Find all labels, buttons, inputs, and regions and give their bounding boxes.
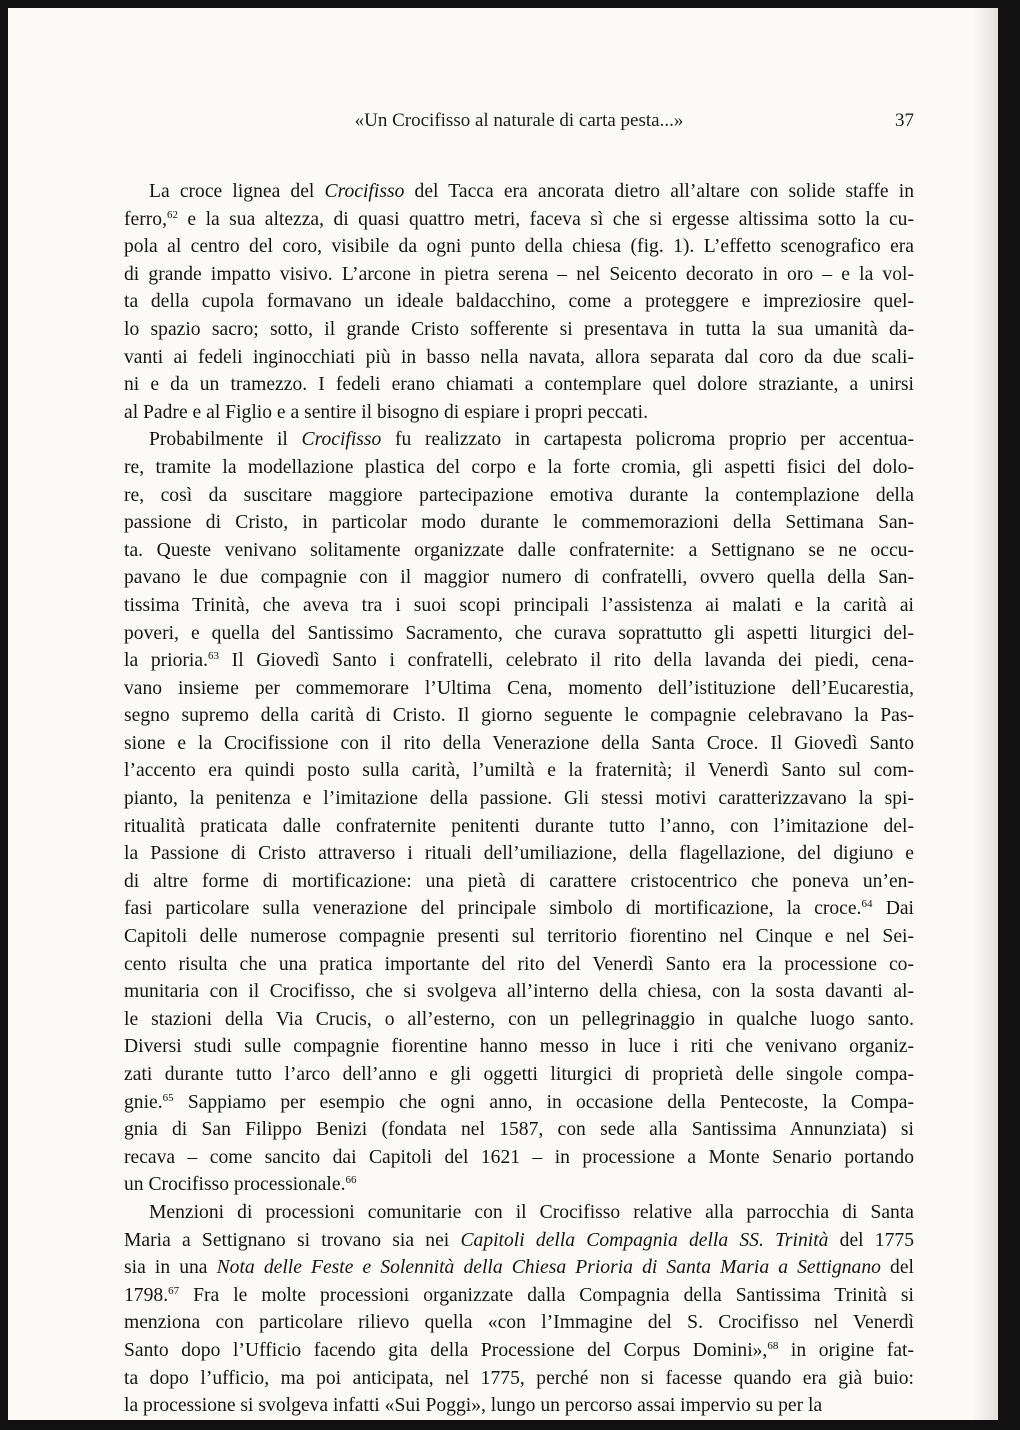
text-run: al Padre e al Figlio e a sentire il bisogno di espiare i propri peccati. — [124, 401, 648, 423]
text-run: di altre forme di mortificazione: una pietà di carattere cristocentrico che poneva un’en- — [124, 870, 914, 892]
text-line — [124, 951, 914, 979]
text-line — [124, 1116, 914, 1144]
text-run: Diversi studi sulle compagnie fiorentine hanno messo in luce i riti che venivano organiz- — [124, 1036, 914, 1058]
footnote-ref: 65 — [162, 1091, 174, 1104]
text-run: ta della cupola formavano un ideale baldacchino, come a proteggere e impreziosire quel- — [124, 291, 914, 313]
text-run: munitaria con il Crocifisso, che si svolgeva all’interno della chiesa, con la sosta davanti al- — [124, 981, 914, 1003]
text-run: zati durante tutto l’arco dell’anno e gli oggetti liturgici di proprietà delle singole compa- — [124, 1064, 914, 1085]
footnote-ref: 67 — [168, 1284, 180, 1297]
text-run: ta dopo l’ufficio, ma poi anticipata, nel 1775, perché non si facesse quando era già buio: — [124, 1367, 914, 1389]
italic-title: Capitoli della Compagnia della SS. Trinità — [460, 1229, 829, 1251]
text-run: la Passione di Cristo attraverso i rituali dell’umiliazione, della flagellazione, del digiuno e — [124, 843, 914, 865]
footnote-ref: 66 — [345, 1174, 357, 1187]
text-line — [124, 895, 914, 923]
text-run: la processione si svolgeva infatti «Sui Poggi», lungo un percorso assai impervio su per la — [124, 1395, 823, 1417]
text-line — [124, 509, 914, 537]
text-line — [124, 978, 914, 1006]
text-run: ni e da un tramezzo. I fedeli erano chiamati a contemplare quel dolore straziante, a unirsi — [124, 374, 914, 396]
text-run: segno supremo della carità di Cristo. Il giorno seguente le compagnie celebravano la Pas- — [124, 705, 914, 727]
italic-title: Nota delle Feste e Solennità della Chiesa Prioria di Santa Maria a Settignano — [216, 1257, 881, 1279]
text-line — [124, 371, 914, 399]
text-line — [124, 1171, 914, 1199]
text-line — [124, 454, 914, 482]
text-run: ritualità praticata dalle confraternite penitenti durante tutto l’anno, con l’imitazione del- — [124, 815, 914, 837]
text-line — [124, 1006, 914, 1034]
text-line — [124, 426, 914, 454]
text-run: 1798. — [124, 1284, 169, 1306]
text-run: e la sua altezza, di quasi quattro metri, faceva sì che si ergesse altissima sotto la cu- — [177, 208, 914, 230]
text-run: vanti ai fedeli inginocchiati più in basso nella navata, allora separata dal coro da due scali- — [124, 346, 914, 368]
footnote-ref: 63 — [207, 650, 219, 663]
text-line — [124, 730, 914, 758]
text-line — [124, 1254, 914, 1282]
text-run: sione e la Crocifissione con il rito della Venerazione della Santa Croce. Il Giovedì Santo — [124, 732, 914, 754]
text-line — [124, 1282, 914, 1310]
text-line — [124, 399, 914, 427]
text-run: sia in una — [124, 1257, 217, 1279]
text-run: del — [880, 1257, 914, 1279]
book-page — [8, 8, 998, 1420]
text-run: Dai — [872, 898, 914, 920]
text-run: del 1775 — [828, 1229, 914, 1251]
text-run: poveri, e quella del Santissimo Sacramento, che curava soprattutto gli aspetti liturgici del- — [124, 622, 914, 644]
text-run: Santo dopo l’Ufficio facendo gita della Processione del Corpus Domini», — [124, 1339, 768, 1361]
text-line — [124, 813, 914, 841]
text-line — [124, 482, 914, 510]
text-line — [124, 923, 914, 951]
text-line — [124, 288, 914, 316]
text-line — [124, 1061, 914, 1089]
text-line — [124, 233, 914, 261]
footnote-ref: 68 — [767, 1339, 779, 1352]
text-run: fasi particolare sulla venerazione del principale simbolo di mortificazione, la croce. — [124, 898, 862, 920]
paragraph — [124, 178, 914, 426]
text-run: passione di Cristo, in particolar modo durante le commemorazioni della Settimana San- — [124, 512, 914, 534]
paragraph — [124, 1199, 914, 1420]
text-line — [124, 344, 914, 372]
text-run: tissima Trinità, che aveva tra i suoi scopi principali l’assistenza ai malati e la carità ai — [124, 594, 914, 616]
text-run: Il Giovedì Santo i confratelli, celebrato il rito della lavanda dei piedi, cena- — [218, 650, 914, 672]
text-run: fu realizzato in cartapesta policroma proprio per accentua- — [381, 429, 914, 451]
text-line — [124, 840, 914, 868]
text-run: del Tacca era ancorata dietro all’altare con solide staffe in — [404, 181, 915, 202]
text-run: ta. Queste venivano solitamente organizzate dalle confraternite: a Settignano se ne occu- — [124, 539, 914, 561]
text-run: re, tramite la modellazione plastica del corpo e la forte cromia, gli aspetti fisici del dolo- — [124, 456, 914, 478]
text-line — [124, 316, 914, 344]
page-number: 37 — [895, 110, 914, 131]
text-run: Capitoli delle numerose compagnie presenti sul territorio fiorentino nel Cinque e nel Sei- — [124, 926, 914, 948]
text-run: vano insieme per commemorare l’Ultima Cena, momento dell’istituzione dell’Eucarestia, — [124, 677, 914, 699]
text-line — [124, 620, 914, 648]
text-line — [124, 757, 914, 785]
text-run: Menzioni di processioni comunitarie con il Crocifisso relative alla parrocchia di Santa — [149, 1201, 914, 1223]
footnote-ref: 62 — [166, 208, 178, 221]
text-run: re, così da suscitare maggiore partecipazione emotiva durante la contemplazione della — [124, 484, 914, 506]
text-run: Maria a Settignano si trovano sia nei — [124, 1229, 461, 1251]
text-run: ferro, — [124, 208, 167, 230]
italic-title: Crocifisso — [324, 181, 405, 202]
binding-shadow — [972, 8, 998, 1420]
text-line — [124, 261, 914, 289]
text-run: le stazioni della Via Crucis, o all’esterno, con un pellegrinaggio in qualche luogo santo. — [124, 1008, 914, 1030]
text-run: Probabilmente il — [149, 429, 302, 451]
text-run: Fra le molte processioni organizzate dalla Compagnia della Santissima Trinità si — [179, 1284, 914, 1306]
text-line — [124, 785, 914, 813]
text-line — [124, 206, 914, 234]
text-line — [124, 647, 914, 675]
page-header — [124, 110, 914, 140]
text-line — [124, 1199, 914, 1227]
text-line — [124, 675, 914, 703]
italic-title: Crocifisso — [301, 429, 382, 451]
text-line — [124, 537, 914, 565]
text-run: pianto, la penitenza e l’imitazione della passione. Gli stessi motivi caratterizzavano la spi- — [124, 788, 914, 810]
text-run: pavano le due compagnie con il maggior numero di confratelli, ovvero quella della San- — [124, 567, 914, 589]
paragraph — [124, 426, 914, 1199]
text-run: lo spazio sacro; sotto, il grande Cristo sofferente si presentava in tutta la sua umanità da- — [124, 318, 914, 340]
text-run: Sappiamo per esempio che ogni anno, in occasione della Pentecoste, la Compa- — [173, 1091, 914, 1113]
text-run: gnia di San Filippo Benizi (fondata nel 1587, con sede alla Santissima Annunziata) si — [124, 1119, 914, 1141]
text-line — [124, 178, 914, 206]
text-line — [124, 1365, 914, 1393]
text-run: La croce lignea del — [149, 181, 325, 202]
text-line — [124, 1392, 914, 1420]
text-run: in origine fat- — [778, 1339, 914, 1361]
text-line — [124, 1144, 914, 1172]
text-line — [124, 1309, 914, 1337]
text-run: menziona con particolare rilievo quella «con l’Immagine del S. Crocifisso nel Venerdì — [124, 1312, 914, 1334]
text-run: cento risulta che una pratica importante del rito del Venerdì Santo era la processione co- — [124, 953, 914, 975]
text-line — [124, 1227, 914, 1255]
text-line — [124, 1089, 914, 1117]
text-line — [124, 702, 914, 730]
text-line — [124, 1033, 914, 1061]
text-run: l’accento era quindi posto sulla carità, l’umiltà e la fraternità; il Venerdì Santo sul com- — [124, 760, 914, 782]
text-line — [124, 564, 914, 592]
footnote-ref: 64 — [861, 898, 873, 911]
text-run: pola al centro del coro, visibile da ogni punto della chiesa (fig. 1). L’effetto scenografico era — [124, 236, 914, 258]
running-title: «Un Crocifisso al naturale di carta pesta...» — [354, 110, 684, 131]
text-run: la prioria. — [124, 650, 208, 672]
text-line — [124, 868, 914, 896]
text-run: gnie. — [124, 1091, 163, 1113]
text-run: recava – come sancito dai Capitoli del 1621 – in processione a Monte Senario portando — [124, 1146, 914, 1168]
text-run: di grande impatto visivo. L’arcone in pietra serena – nel Seicento decorato in oro – e la vol- — [124, 263, 914, 285]
text-line — [124, 1337, 914, 1365]
text-line — [124, 592, 914, 620]
body-text — [124, 178, 914, 1420]
text-run: un Crocifisso processionale. — [124, 1174, 346, 1196]
